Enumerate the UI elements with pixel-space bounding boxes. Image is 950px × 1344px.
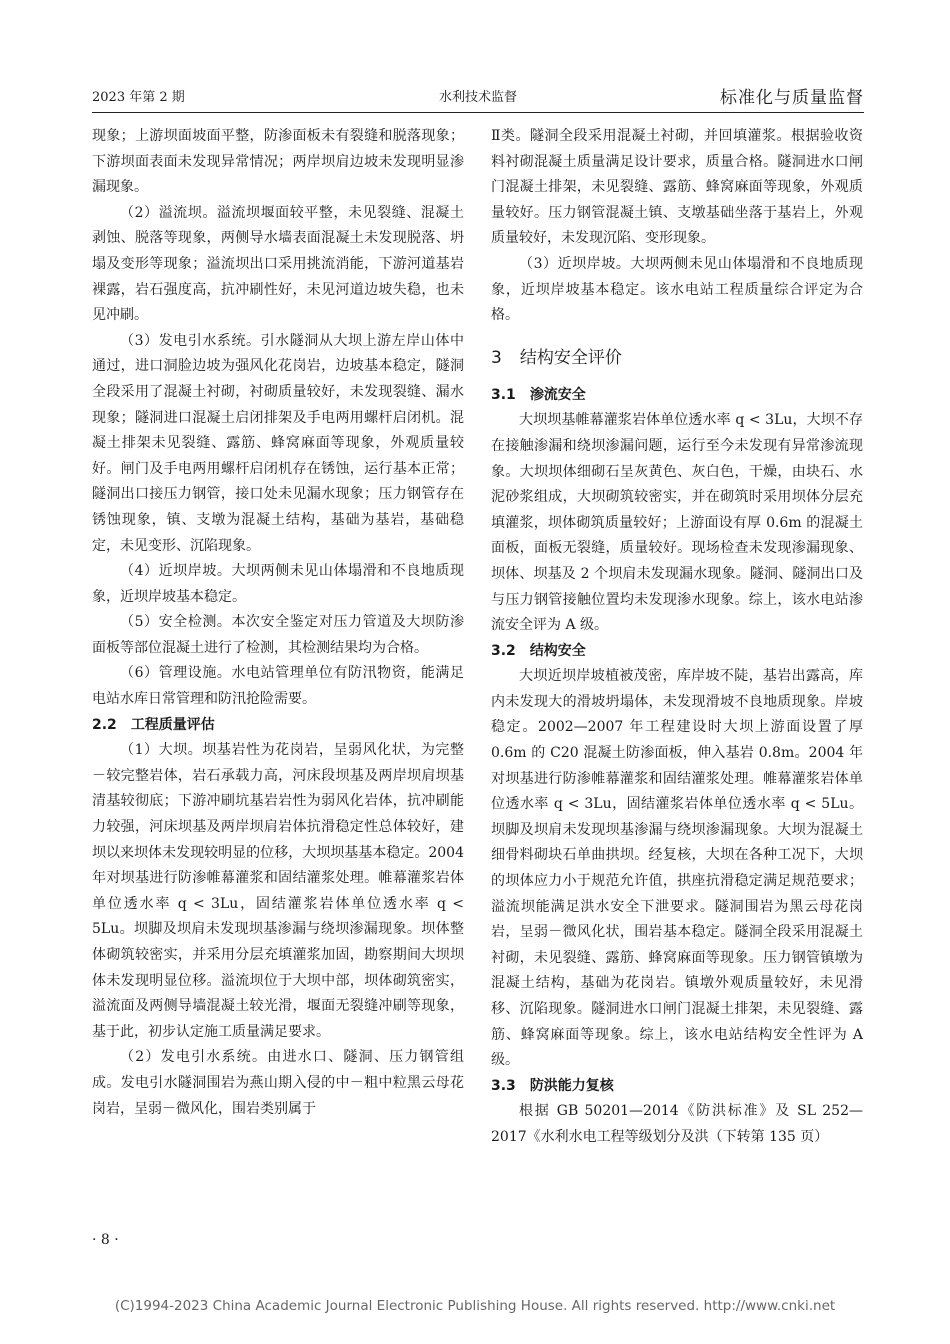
section-title: 结构安全评价 — [519, 347, 622, 368]
paragraph: （1）大坝。坝基岩性为花岗岩，呈弱风化状，为完整－较完整岩体，岩石承载力高，河床段坝基及两岸坝肩坝基清基较彻底；下游冲刷坑基岩岩性为弱风化岩体，抗冲刷能力较强，河床坝基及两岸坝肩岩体抗滑稳定性总体较好，建坝以来坝体未发现较明显的位移，大坝坝基基本稳定。2004 年对坝基进行防渗帷幕灌浆和固结灌浆处理。帷幕灌浆岩体单位透水率 q < 3Lu，固结灌浆岩体单位透水率 q < 5Lu。坝脚及坝肩未发现坝基渗漏与绕坝渗漏现象。坝体整体砌筑较密实，并采用分层充填灌浆加固，勘察期间大坝坝体未发现明显位移。溢流坝位于大坝中部，坝体砌筑密实，溢流面及两侧导墙混凝土较光滑，堰面无裂缝冲刷等现象，基于此，初步认定施工质量满足要求。 — [92, 742, 464, 1040]
section-heading-3 — [491, 343, 863, 373]
section-title: 防洪能力复核 — [529, 1077, 614, 1094]
page-number: · 8 · — [92, 1232, 119, 1248]
paragraph: （2）溢流坝。溢流坝堰面较平整，未见裂缝、混凝土剥蚀、脱落等现象，两侧导水墙表面混凝土未发现脱落、坍塌及变形等现象；溢流坝出口采用挑流消能，下游河道基岩裸露，岩石强度高，抗冲刷性好，未见河道边坡失稳，也未见冲刷。 — [92, 204, 464, 324]
paragraph: 大坝坝基帷幕灌浆岩体单位透水率 q < 3Lu，大坝不存在接触渗漏和绕坝渗漏问题，运行至今未发现有异常渗流现象。大坝坝体细砌石呈灰黄色、灰白色，干燥，由块石、水泥砂浆组成，大坝砌筑较密实，并在砌筑时采用坝体分层充填灌浆，坝体砌筑质量较好；上游面设有厚 0.6m 的混凝土面板，面板无裂缝，质量较好。现场检查未发现渗漏现象、坝体、坝基及 2 个坝肩未发现漏水现象。隧洞、隧洞出口及与压力钢管接触位置均未发现渗水现象。综上，该水电站渗流安全评为 A 级。 — [491, 412, 863, 634]
paragraph: 大坝近坝岸坡植被茂密，库岸坡不陡，基岩出露高，库内未发现大的滑坡坍塌体，未发现滑坡不良地质现象。岸坡稳定。2002—2007 年工程建设时大坝上游面设置了厚 0.6m 的 C20 混凝土防渗面板，伸入基岩 0.8m。2004 年对坝基进行防渗帷幕灌浆和固结灌浆处理。帷幕灌浆岩体单位透水率 q < 3Lu，固结灌浆岩体单位透水率 q < 5Lu。坝脚及坝肩未发现坝基渗漏与绕坝渗漏现象。大坝为混凝土细骨料砌块石单曲拱坝。经复核，大坝在各种工况下，大坝的坝体应力小于规范允许值，拱座抗滑稳定满足规范要求；溢流坝能满足洪水安全下泄要求。隧洞围岩为黑云母花岗岩，呈弱－微风化状，围岩基本稳定。隧洞全段采用混凝土衬砌，未见裂缝、露筋、蜂窝麻面等现象。压力钢管镇墩为混凝土结构，基础为花岗岩。镇墩外观质量较好，未见滑移、沉陷现象。隧洞进水口闸门混凝土排架，未见裂缝、露筋、蜂窝麻面等现象。综上，该水电站结构安全性评为 A 级。 — [491, 668, 863, 1069]
section-number: 2.2 — [92, 716, 117, 733]
column-title: 标准化与质量监督 — [720, 88, 864, 108]
section-title: 工程质量评估 — [130, 716, 215, 733]
left-column — [92, 124, 464, 1122]
section-number: 3.3 — [491, 1077, 516, 1094]
section-number: 3 — [491, 347, 502, 368]
paragraph: （4）近坝岸坡。大坝两侧未见山体塌滑和不良地质现象，近坝岸坡基本稳定。 — [92, 563, 464, 605]
paragraph: （2）发电引水系统。由进水口、隧洞、压力钢管组成。发电引水隧洞围岩为燕山期入侵的中－粗中粒黑云母花岗岩，呈弱－微风化，围岩类别属于 — [92, 1049, 464, 1117]
paragraph: （3）近坝岸坡。大坝两侧未见山体塌滑和不良地质现象，近坝岸坡基本稳定。该水电站工程质量综合评定为合格。 — [491, 255, 863, 324]
section-title: 渗流安全 — [529, 386, 586, 403]
section-heading-3-1 — [491, 383, 863, 409]
right-column — [491, 124, 863, 1151]
paragraph: Ⅱ类。隧洞全段采用混凝土衬砌，并回填灌浆。根据验收资料衬砌混凝土质量满足设计要求，质量合格。隧洞进水口闸门混凝土排架，未见裂缝、露筋、蜂窝麻面等现象，外观质量较好。压力钢管混凝土镇、支墩基础坐落于基岩上，外观质量较好，未发现沉陷、变形现象。 — [491, 128, 863, 247]
issue-label: 2023 年第 2 期 — [92, 90, 185, 105]
paragraph: （3）发电引水系统。引水隧洞从大坝上游左岸山体中通过，进口洞脸边坡为强风化花岗岩，边坡基本稳定，隧洞全段采用了混凝土衬砌，衬砌质量较好，未发现裂缝、漏水现象；隧洞进口混凝土启闭排架及手电两用螺杆启闭机。混凝土排架未见裂缝、露筋、蜂窝麻面等现象，外观质量较好。闸门及手电两用螺杆启闭机存在锈蚀，运行基本正常；隧洞出口接压力钢管，接口处未见漏水现象；压力钢管存在锈蚀现象，镇、支墩为混凝土结构，基础为基岩，基础稳定，未见变形、沉陷现象。 — [92, 332, 464, 554]
paragraph: （6）管理设施。水电站管理单位有防汛物资，能满足电站水库日常管理和防汛抢险需要。 — [92, 665, 464, 708]
section-title: 结构安全 — [529, 642, 586, 659]
section-number: 3.1 — [491, 386, 516, 403]
section-number: 3.2 — [491, 642, 516, 659]
paragraph: 现象；上游坝面坡面平整，防渗面板未有裂缝和脱落现象；下游坝面表面未发现异常情况；两岸坝肩边坡未发现明显渗漏现象。 — [92, 128, 464, 196]
section-heading-3-3 — [491, 1074, 863, 1100]
paragraph: （5）安全检测。本次安全鉴定对压力管道及大坝防渗面板等部位混凝土进行了检测，其检测结果均为合格。 — [92, 614, 464, 656]
running-header — [92, 86, 864, 113]
copyright-footer: (C)1994-2023 China Academic Journal Electronic Publishing House. All rights reserved. http://www.cnki.net — [114, 1298, 836, 1314]
section-heading-3-2 — [491, 639, 863, 665]
paragraph: 根据 GB 50201—2014《防洪标准》及 SL 252—2017《水利水电工程等级划分及洪（下转第 135 页） — [491, 1103, 863, 1145]
section-heading-2-2 — [92, 713, 464, 739]
journal-title: 水利技术监督 — [438, 90, 517, 105]
